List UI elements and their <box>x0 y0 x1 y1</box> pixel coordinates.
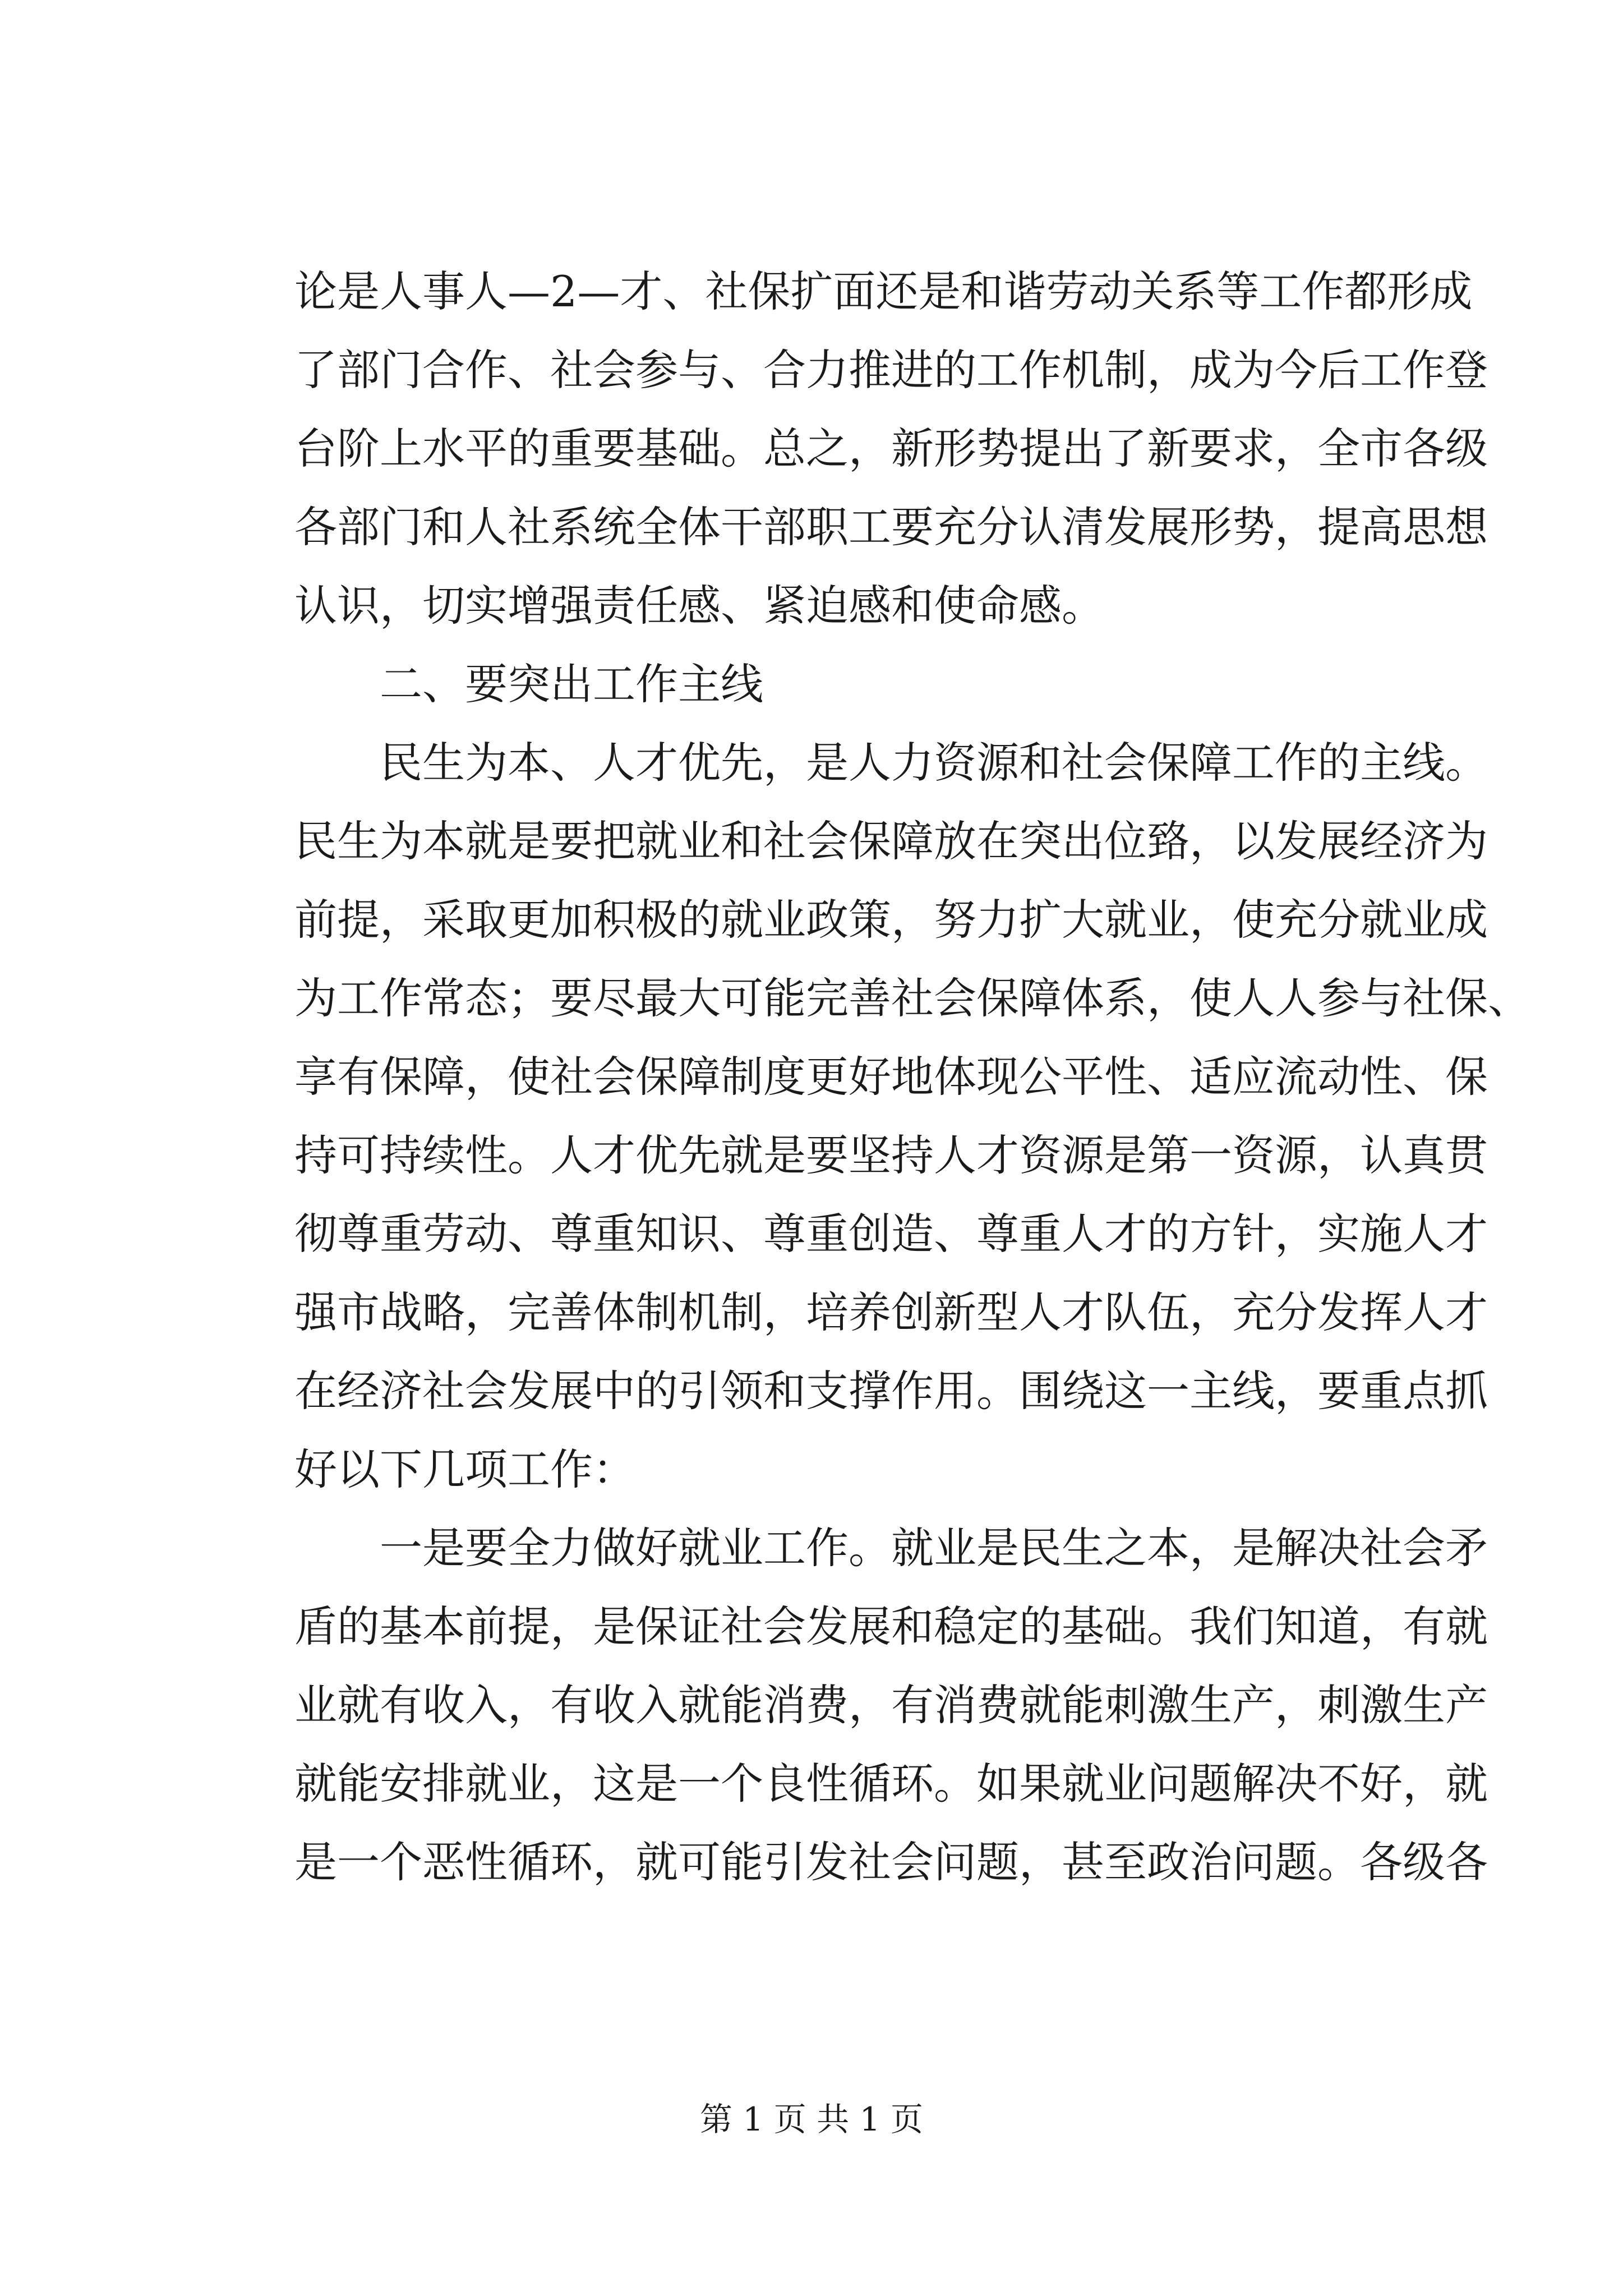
page-footer <box>0 2097 1623 2142</box>
section-heading: 二、要突出工作主线 <box>380 659 763 709</box>
text-line: 一是要全力做好就业工作。就业是民生之本，是解决社会矛 <box>380 1523 1488 1573</box>
text-line: 就能安排就业，这是一个良性循环。如果就业问题解决不好，就 <box>294 1759 1488 1809</box>
text-line: 是一个恶性循环，就可能引发社会问题，甚至政治问题。各级各 <box>294 1837 1488 1887</box>
text-line: 彻尊重劳动、尊重知识、尊重创造、尊重人才的方针，实施人才 <box>294 1209 1488 1259</box>
text-line: 持可持续性。人才优先就是要坚持人才资源是第一资源，认真贯 <box>294 1130 1488 1180</box>
text-line: 台阶上水平的重要基础。总之，新形势提出了新要求，全市各级 <box>294 424 1488 473</box>
text-line: 为工作常态；要尽最大可能完善社会保障体系，使人人参与社保、 <box>294 973 1530 1023</box>
text-line: 盾的基本前提，是保证社会发展和稳定的基础。我们知道，有就 <box>294 1602 1488 1651</box>
page-number-label: 第 1 页 共 1 页 <box>700 2100 923 2138</box>
text-line: 强市战略，完善体制机制，培养创新型人才队伍，充分发挥人才 <box>294 1287 1488 1337</box>
text-line: 在经济社会发展中的引领和支撑作用。围绕这一主线，要重点抓 <box>294 1366 1488 1416</box>
text-line: 民生为本、人才优先，是人力资源和社会保障工作的主线。 <box>380 738 1488 788</box>
text-line: 认识，切实增强责任感、紧迫感和使命感。 <box>294 581 1104 631</box>
text-line: 民生为本就是要把就业和社会保障放在突出位臵，以发展经济为 <box>294 816 1488 866</box>
text-line: 业就有收入，有收入就能消费，有消费就能刺激生产，刺激生产 <box>294 1680 1488 1730</box>
text-line: 好以下几项工作： <box>294 1444 635 1494</box>
text-line: 享有保障，使社会保障制度更好地体现公平性、适应流动性、保 <box>294 1052 1488 1102</box>
text-line: 了部门合作、社会参与、合力推进的工作机制，成为今后工作登 <box>294 345 1488 395</box>
text-line: 各部门和人社系统全体干部职工要充分认清发展形势，提高思想 <box>294 502 1488 552</box>
text-line: 前提，采取更加积极的就业政策，努力扩大就业，使充分就业成 <box>294 895 1488 945</box>
text-line: 论是人事人—2—才、社保扩面还是和谐劳动关系等工作都形成 <box>294 266 1473 316</box>
